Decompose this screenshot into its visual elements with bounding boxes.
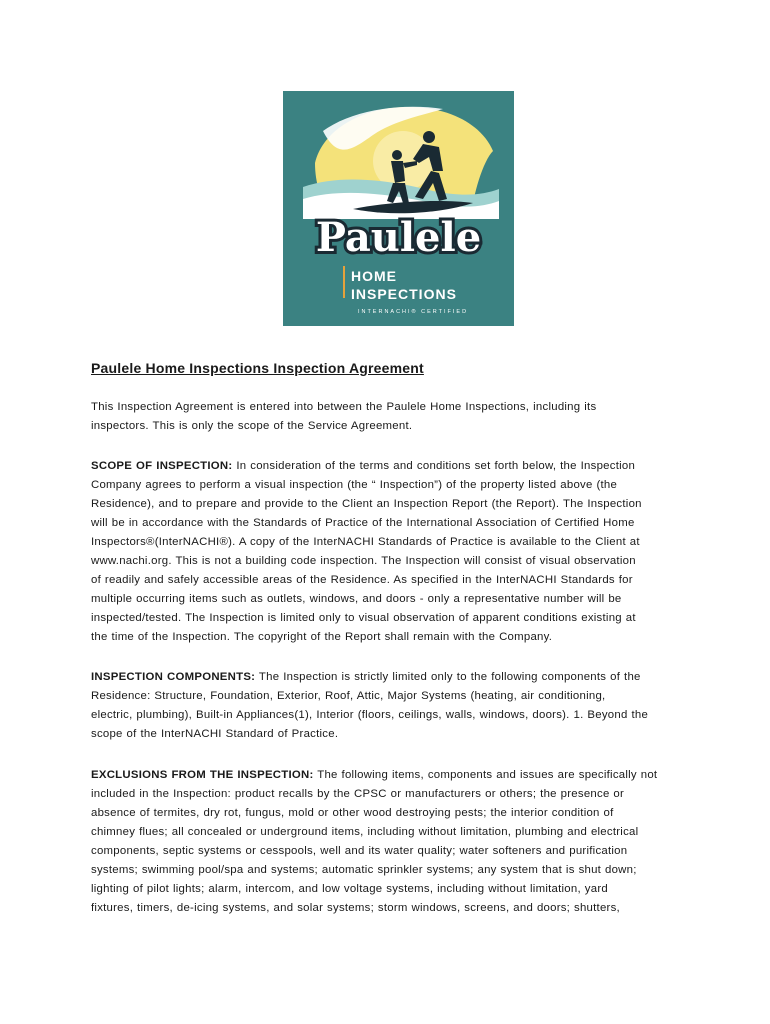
text-line: Residence: Structure, Foundation, Exterior, Roof, Attic, Major Systems (heating, air conditioning, [91, 690, 606, 702]
text-line: systems; swimming pool/spa and systems; automatic sprinkler systems; any system that is shut down; [91, 864, 637, 876]
text-line: fixtures, timers, de-icing systems, and solar systems; storm windows, screens, and doors; shutters, [91, 902, 620, 914]
text-line: Company agrees to perform a visual inspection (the “ Inspection”) of the property listed above (the [91, 479, 618, 491]
text-line: absence of termites, dry rot, fungus, mold or other wood destroying pests; the interior condition of [91, 807, 614, 819]
document-title: Paulele Home Inspections Inspection Agreement [91, 360, 424, 376]
text-line: multiple occurring items such as outlets, windows, and doors - only a representative number will be [91, 593, 622, 605]
text-line: inspectors. This is only the scope of the Service Agreement. [91, 420, 413, 432]
text-line: included in the Inspection: product recalls by the CPSC or manufacturers or others; the presence or [91, 788, 625, 800]
text-line: EXCLUSIONS FROM THE INSPECTION: The following items, components and issues are specifically not [91, 769, 658, 781]
text-line: INSPECTION COMPONENTS: The Inspection is strictly limited only to the following components of the [91, 671, 641, 683]
logo-line-inspections: INSPECTIONS [351, 286, 457, 302]
text-line: lighting of pilot lights; alarm, intercom, and low voltage systems, including without limitation, yard [91, 883, 608, 895]
text-line: electric, plumbing), Built-in Appliances(1), Interior (floors, ceilings, walls, windows, doors). 1. Beyond the [91, 709, 649, 721]
text-line: scope of the InterNACHI Standard of Practice. [91, 728, 339, 740]
text-line: will be in accordance with the Standards of Practice of the International Association of Certified Home [91, 517, 635, 529]
brand-wordmark: Paulele [315, 214, 482, 261]
text-line: Inspectors®(InterNACHI®). A copy of the InterNACHI Standards of Practice is available to the Client at [91, 536, 640, 548]
text-line: chimney flues; all concealed or underground items, including without limitation, plumbing and electrical [91, 826, 639, 838]
logo-line-home: HOME [351, 268, 397, 284]
logo-tagline: INTERNACHI® CERTIFIED [357, 309, 469, 315]
intro-paragraph [91, 398, 691, 436]
text-line: components, septic systems or cesspools, well and its water quality; water softeners and purification [91, 845, 628, 857]
text-line: inspected/tested. The Inspection is limited only to visual observation of apparent conditions existing at [91, 612, 636, 624]
section-heading: SCOPE OF INSPECTION: [91, 460, 233, 472]
text-line: the time of the Inspection. The copyright of the Report shall remain with the Company. [91, 631, 553, 643]
company-logo [283, 91, 514, 326]
text-line: This Inspection Agreement is entered into between the Paulele Home Inspections, including its [91, 401, 597, 413]
text-line: www.nachi.org. This is not a building code inspection. The Inspection will consist of visual observation [91, 555, 636, 567]
text-line: Residence), and to prepare and provide to the Client an Inspection Report (the Report). The Inspection [91, 498, 642, 510]
section-heading: INSPECTION COMPONENTS: [91, 671, 256, 683]
components-section [91, 668, 691, 744]
text-line: of readily and safely accessible areas of the Residence. As specified in the InterNACHI Standards for [91, 574, 633, 586]
section-heading: EXCLUSIONS FROM THE INSPECTION: [91, 769, 314, 781]
text-line: SCOPE OF INSPECTION: In consideration of the terms and conditions set forth below, the Inspection [91, 460, 636, 472]
scope-section [91, 457, 691, 647]
exclusions-section [91, 766, 691, 918]
